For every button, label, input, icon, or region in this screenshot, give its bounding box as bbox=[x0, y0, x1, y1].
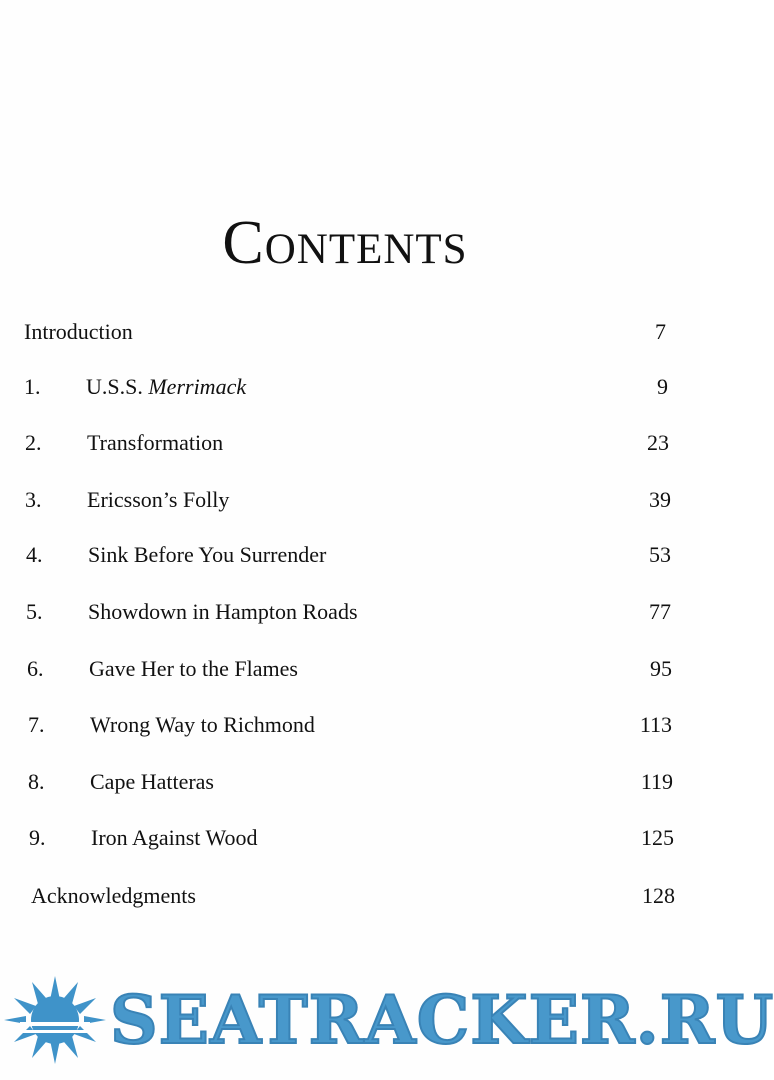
toc-entry-chapter-6 bbox=[27, 653, 672, 685]
toc-entry-number: 5. bbox=[26, 599, 43, 624]
toc-entry-title-italic: Merrimack bbox=[148, 374, 247, 399]
toc-entry-title: Gave Her to the Flames bbox=[89, 656, 298, 681]
watermark bbox=[0, 970, 774, 1080]
toc-entry-chapter-3 bbox=[25, 484, 671, 516]
toc-entry-page: 113 bbox=[639, 712, 672, 737]
toc-entry-number: 6. bbox=[27, 656, 44, 681]
toc-entry-page: 119 bbox=[640, 769, 673, 794]
toc-entry-number: 4. bbox=[26, 542, 43, 567]
toc-entry-introduction bbox=[24, 316, 666, 348]
toc-entry-page: 128 bbox=[642, 883, 675, 908]
toc-entry-title: Iron Against Wood bbox=[91, 825, 258, 850]
toc-entry-chapter-5 bbox=[26, 596, 671, 628]
toc-entry-title-text: U.S.S. bbox=[86, 374, 149, 399]
toc-entry-number: 3. bbox=[25, 487, 42, 512]
page-title: Contents bbox=[222, 208, 468, 277]
toc-entry-title: Acknowledgments bbox=[31, 883, 196, 908]
toc-entry-page: 9 bbox=[657, 374, 668, 399]
toc-entry-title: Introduction bbox=[24, 319, 133, 344]
toc-entry-chapter-2 bbox=[25, 427, 669, 459]
toc-entry-chapter-7 bbox=[28, 709, 672, 741]
toc-entry-number: 7. bbox=[28, 712, 45, 737]
toc-entry-acknowledgments bbox=[31, 880, 675, 912]
toc-entry-title: Wrong Way to Richmond bbox=[90, 712, 315, 737]
toc-entry-number: 1. bbox=[24, 374, 41, 399]
toc-entry-page: 53 bbox=[649, 542, 671, 567]
toc-entry-title: Ericsson’s Folly bbox=[87, 487, 230, 512]
toc-entry-chapter-8 bbox=[28, 766, 673, 798]
toc-entry-title: Transformation bbox=[87, 430, 224, 455]
toc-entry-page: 95 bbox=[650, 656, 672, 681]
toc-entry-number: 8. bbox=[28, 769, 45, 794]
toc-entry-chapter-1 bbox=[24, 371, 668, 403]
toc-entry-number: 2. bbox=[25, 430, 42, 455]
toc-entry-title bbox=[86, 371, 246, 403]
toc-entry-title: Showdown in Hampton Roads bbox=[88, 599, 358, 624]
toc-entry-page: 7 bbox=[655, 319, 666, 344]
toc-entry-number: 9. bbox=[29, 825, 46, 850]
toc-entry-title: Sink Before You Surrender bbox=[88, 542, 327, 567]
toc-entry-page: 39 bbox=[649, 487, 671, 512]
watermark-text: SEATRACKER.RU bbox=[110, 981, 774, 1059]
toc-entry-chapter-9 bbox=[29, 822, 674, 854]
toc-entry-page: 125 bbox=[641, 825, 674, 850]
toc-entry-page: 23 bbox=[647, 430, 669, 455]
sun-icon bbox=[0, 970, 110, 1070]
toc-entry-chapter-4 bbox=[26, 539, 671, 571]
toc-entry-title: Cape Hatteras bbox=[90, 769, 214, 794]
toc-entry-page: 77 bbox=[649, 599, 671, 624]
